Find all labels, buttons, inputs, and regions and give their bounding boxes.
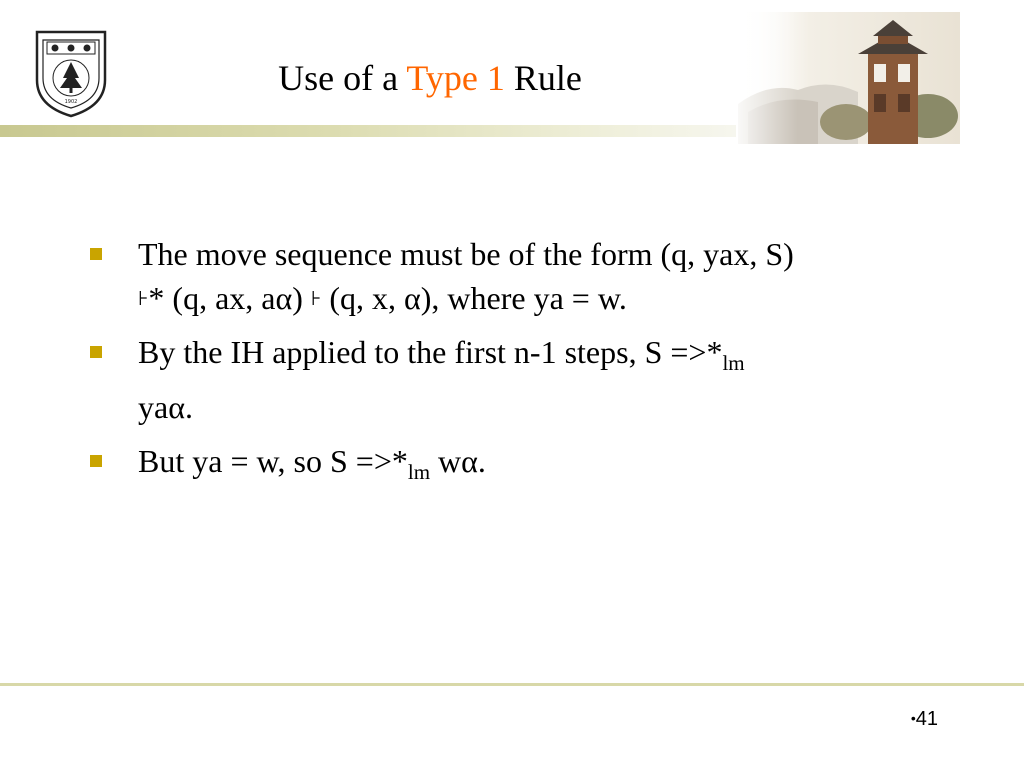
subscript-lm: lm (722, 351, 745, 375)
bullet-item (86, 439, 976, 494)
bullet-text: By the IH applied to the first n-1 steps, $S =>*_{lm}$ yaα. (138, 334, 745, 425)
square-bullet-icon (90, 346, 102, 358)
bullet-item (86, 232, 976, 320)
header-divider-band (0, 125, 736, 137)
campus-tower-photo (728, 12, 960, 144)
bullet-text: But ya = w, so $S =>*_{lm}$ wα. (138, 443, 486, 484)
turnstile-symbol: ⊦ (138, 286, 149, 310)
bullet-text: The move sequence must be of the form (q, yax, S) ⊦* (q, ax, aα) ⊦ (q, x, α), where ya = w. (138, 236, 794, 316)
title-suffix: Rule (504, 58, 582, 98)
turnstile-symbol: ⊦ (310, 286, 322, 310)
title-accent: Type 1 (406, 58, 505, 98)
page-dot-icon: • (910, 710, 916, 726)
title-prefix: Use of a (278, 58, 407, 98)
bullet-list (86, 232, 976, 504)
square-bullet-icon (90, 455, 102, 467)
svg-text:1902: 1902 (64, 99, 78, 105)
bullet-item (86, 330, 976, 429)
square-bullet-icon (90, 248, 102, 260)
page-number: •41 (910, 708, 938, 730)
footer-divider (0, 683, 1024, 686)
subscript-lm: lm (407, 460, 431, 484)
